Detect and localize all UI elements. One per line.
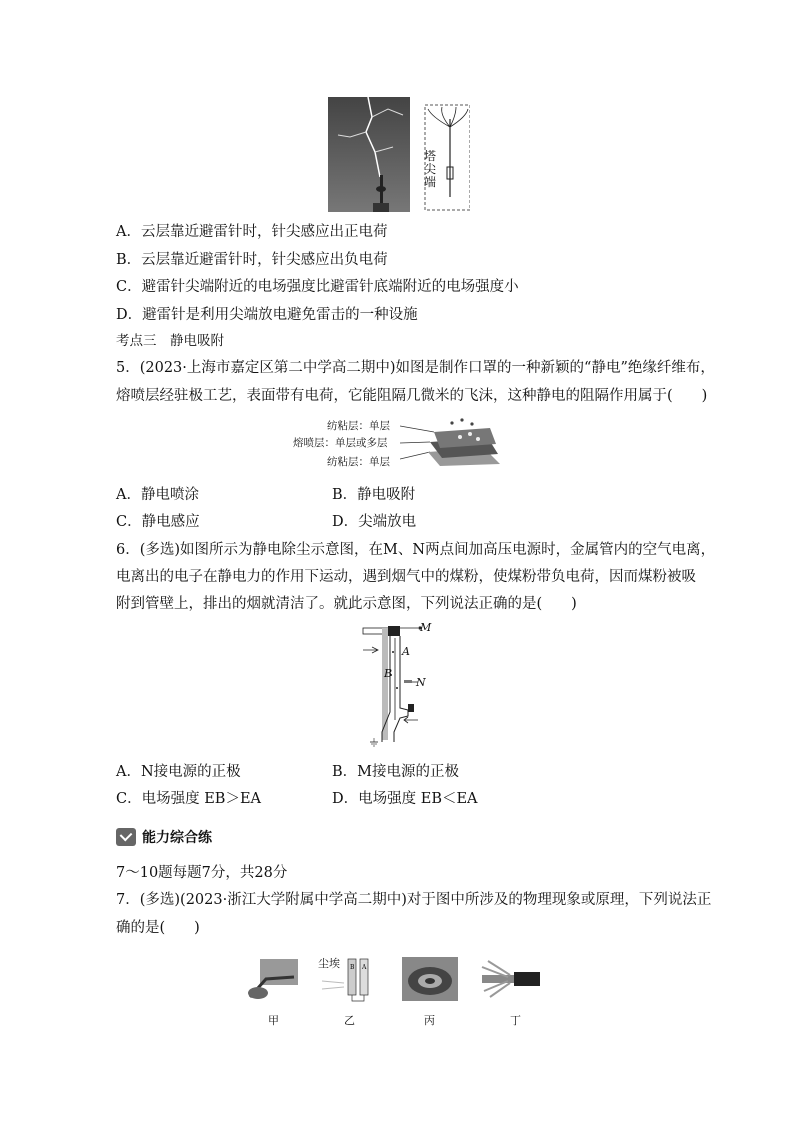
- q5-option-b: B．静电吸附: [332, 487, 416, 503]
- q6-label-b: B: [384, 667, 393, 680]
- lightning-figure: [328, 97, 470, 212]
- section-header: [116, 827, 212, 847]
- q6-label-n: N: [416, 676, 426, 689]
- q6-text-line2: 电离出的电子在静电力的作用下运动，遇到烟气中的煤粉，使煤粉带负电荷，因而煤粉被吸: [116, 569, 696, 585]
- mask-layers-figure: [400, 418, 502, 468]
- q5-fig-label-top: 纺粘层：单层: [327, 420, 390, 432]
- section-heading-kaodian3: 考点三 静电吸附: [116, 333, 224, 349]
- q6-label-m: M: [420, 621, 432, 634]
- q7-dust-label: 尘埃: [318, 957, 340, 970]
- q6-option-a: A．N接电源的正极: [116, 764, 241, 780]
- q4-option-d: D．避雷针是利用尖端放电避免雷击的一种设施: [116, 307, 418, 323]
- q5-text-line1: 5．(2023·上海市嘉定区第二中学高二期中)如图是制作口罩的一种新颖的“静电”绝缘纤维布，: [116, 360, 715, 376]
- q4-option-a: A．云层靠近避雷针时，针尖感应出正电荷: [116, 224, 388, 240]
- svg-text:B: B: [350, 964, 355, 971]
- q7-panel-label-jia: 甲: [268, 1014, 279, 1027]
- checkmark-icon: [116, 828, 136, 846]
- q7-panel-bing: [402, 957, 458, 1001]
- q5-option-c: C．静电感应: [116, 514, 200, 530]
- section-scoring: 7～10题每题7分，共28分: [116, 865, 288, 881]
- q7-panel-label-ding: 丁: [510, 1014, 521, 1027]
- q4-option-c: C．避雷针尖端附近的电场强度比避雷针底端附近的电场强度小: [116, 279, 519, 295]
- q5-option-a: A．静电喷涂: [116, 487, 199, 503]
- q6-text-line1: 6．(多选)如图所示为静电除尘示意图，在M、N两点间加高压电源时，金属管内的空气电离，: [116, 542, 716, 558]
- q7-panel-label-yi: 乙: [344, 1014, 355, 1027]
- q6-option-d: D．电场强度 EB＜EA: [332, 791, 478, 807]
- q6-option-b: B．M接电源的正极: [332, 764, 460, 780]
- q6-option-c: C．电场强度 EB＞EA: [116, 791, 261, 807]
- section-title: 能力综合练: [142, 830, 212, 846]
- q6-text-line3: 附到管壁上，排出的烟就清洁了。就此示意图，下列说法正确的是( ): [116, 596, 577, 612]
- q5-fig-label-mid: 熔喷层：单层或多层: [293, 437, 388, 449]
- precipitator-figure: [360, 620, 438, 748]
- q7-panel-jia: [246, 957, 302, 1001]
- tower-tip-label: 塔尖端: [424, 149, 437, 189]
- q5-option-d: D．尖端放电: [332, 514, 417, 530]
- q5-text-line2: 熔喷层经驻极工艺，表面带有电荷，它能阻隔几微米的飞沫，这种静电的阻隔作用属于( ): [116, 388, 708, 404]
- q7-text-line2: 确的是( ): [116, 920, 200, 936]
- q6-label-a: A: [402, 645, 410, 658]
- q4-option-b: B．云层靠近避雷针时，针尖感应出负电荷: [116, 252, 388, 268]
- q5-fig-label-bottom: 纺粘层：单层: [327, 456, 390, 468]
- svg-text:A: A: [362, 964, 367, 971]
- q7-text-line1: 7．(多选)(2023·浙江大学附属中学高二期中)对于图中所涉及的物理现象或原理，下列说法正: [116, 892, 712, 908]
- q7-panel-label-bing: 丙: [424, 1014, 435, 1027]
- q7-panel-ding: [478, 957, 544, 1001]
